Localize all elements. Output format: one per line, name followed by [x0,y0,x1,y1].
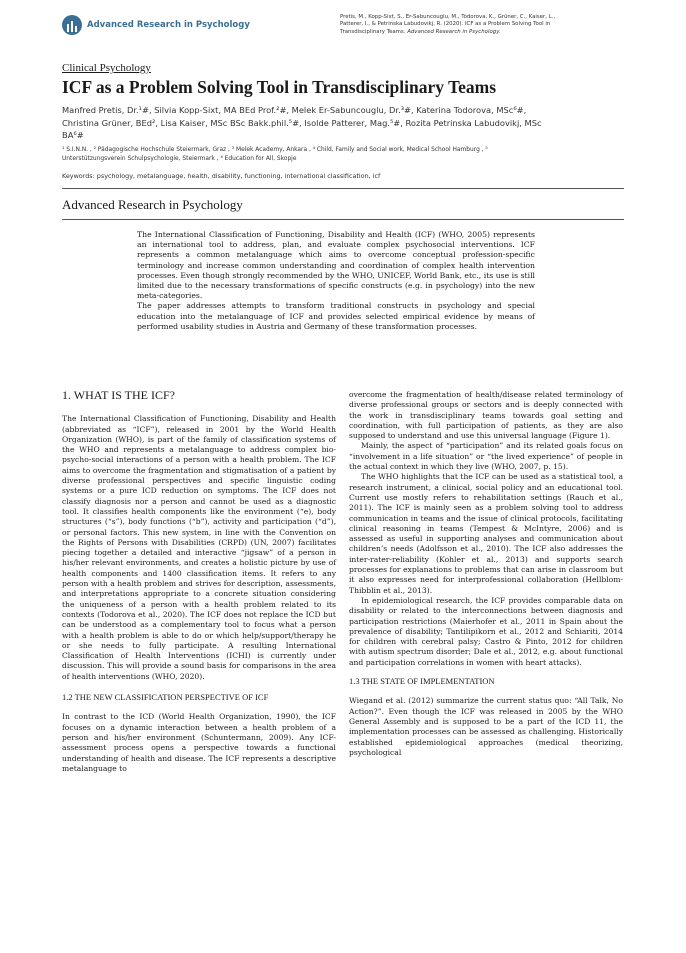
subsection-heading: 1.2 THE NEW CLASSIFICATION PERSPECTIVE OF ICF [62,692,269,703]
abstract [137,230,535,332]
journal-heading: Advanced Research in Psychology [62,197,243,212]
authors-line: BA⁶# [62,130,84,140]
section-label[interactable]: Clinical Psychology [62,62,151,74]
left-column [62,390,336,774]
author-list [62,104,628,142]
logo-emblem-icon [62,15,82,35]
right-column [349,390,623,758]
body-paragraph: overcome the fragmentation of health/disease related terminology of diverse professional groups or sectors and is deeply connected with the work in transdisciplinary teams towards goal setting and coordination, with full participation of patients, as they are also supposed to understand and use this universal language (Figure 1). [349,390,623,441]
divider [62,188,624,189]
abstract-paragraph: The paper addresses attempts to transform traditional constructs in psychology and special education into the metalanguage of ICF and provides selected empirical evidence by means of performed usability studies in Austria and Germany of these transformation processes. [137,301,535,331]
abstract-paragraph: The International Classification of Functioning, Disability and Health (ICF) (WHO, 2005) represents an international tool to address, plan, and evaluate complex psychosocial interventions. ICF represents a common metalanguage which aims to overcome conceptual profession-specific terminology and increase common understanding and coordination of complex health intervention processes. Even though strongly recommended by the WHO, UNICEF, World Bank, etc., its use is still limited due to the necessary transformations of specific constructs (e.g. in psychology) into the new meta-categories. [137,230,535,301]
body-paragraph: Wiegand et al. (2012) summarize the current status quo: “All Talk, No Action?”. Even though the ICF was released in 2005 by the WHO General Assembly and is supposed to be a part of the ICD 11, the implementation processes can be assessed as challenging. Historically established epidemiological approaches (medical theorizing, psychological [349,696,623,757]
section-heading: 1. WHAT IS THE ICF? [62,388,176,402]
body-paragraph: The WHO highlights that the ICF can be used as a statistical tool, a research instrument, a clinical, social policy and an educational tool. Current use mostly refers to rehabilitation settings (Rauch et al., 2011). The ICF is mainly seen as a problem solving tool to address communication in teams and the issue of clinical protocols, facilitating clinical reasoning in teams (Tempest & McIntyre, 2006) and is assessed as useful in supporting analyses and communication about children’s needs (Adolfsson et al., 2010). The ICF also addresses the inter-rater-reliability (Kohler et al., 2013) and supports search processes for explanations to problems that can arise in classroom but it also expresses need for interprofessional collaboration (Hellblom-Thibblin et al., 2013). [349,472,623,595]
article-title: ICF as a Problem Solving Tool in Transdisciplinary Teams [62,77,497,97]
page-header [62,12,622,52]
logo-text: Advanced Research in Psychology [87,20,250,30]
citation-line: Patterer, I., & Petrinska Labudovikj, R. (2020). ICF as a Problem Solving Tool in [340,21,551,28]
citation [340,14,625,36]
body-paragraph: The International Classification of Functioning, Disability and Health (abbreviated as “ICF”), released in 2001 by the World Health Organization (WHO), is part of the family of classification systems of the WHO and represents a metalanguage to address complex bio-psycho-social interactions of a person with a health problem. The ICF aims to overcome the fragmentation and stigmatisation of a patient by diverse professional perspectives and specific linguistic coding systems or a pure ICD reduction on symptoms. The ICF does not classify diagnosis nor a person and cannot be used as a diagnostic tool. It classifies health components like the environment (“e), body structures (“s”), body functions (“b”), activity and participation (“d”), or personal factors. This new system, in line with the Convention on the Rights of Persons with Disabilities (CRPD) (UN, 2007) facilitates piecing together a detailed and interactive “jigsaw” of a person in his/her relevant environments, and creates a holistic picture by use of health components and 1400 classification items. It refers to any person with a health problem and strives for description, assessments, and interpretations appropriate to a concrete situation considering the uniqueness of a person with a health problem related to its contexts (Todorova et al., 2020). The ICF does not replace the ICD but can be understood as a complementary tool to focus what a person with a health problem is able to do or which help/support/therapy he or she needs to fully participate. A resulting International Classification of Health Interventions (ICHI) is currently under discussion. This will provide a sound basis for comparisons in the area of health interventions (WHO, 2020). [62,414,336,681]
affiliation-line: Unterstützungsverein Schulpsychologie, Steiermark , ⁶ Education for All, Skopje [62,155,297,162]
divider [62,219,624,220]
citation-journal: Advanced Research in Psychology. [407,28,501,35]
citation-line: Transdisciplinary Teams. [340,28,406,35]
body-paragraph: In epidemiological research, the ICF provides comparable data on disability or related to the interconnections between diagnosis and participation restrictions (Maierhofer et al., 2011 in Spain about the prevalence of disability; Tantilipikorn et al., 2012 and Schiariti, 2014 for children with cerebral palsy; Castro & Pinto, 2012 for children with autism spectrum disorder; Dale et al., 2012, e.g. about functional and participation correlations in women with heart attacks). [349,595,623,667]
body-paragraph: Mainly, the aspect of “participation” and its related goals focus on “involvement in a life situation” or “the lived experience” of people in the actual context in which they live (WHO, 2007, p. 15). [349,441,623,472]
affiliation-line: ¹ S.I.N.N. , ² Pädagogische Hochschule Steiermark, Graz , ³ Melek Academy, Ankara , ⁴ Child, Family and Social work, Medical School Hamburg , ⁵ [62,147,488,153]
citation-line: Pretis, M., Kopp-Sixt, S., Er-Sabuncouglu, M., Todorova, K., Grüner, C., Kaiser, L., [340,14,556,20]
authors-line: Manfred Pretis, Dr.¹#, Silvia Kopp-Sixt, MA BEd Prof.²#, Melek Er-Sabuncouglu, Dr.³#, Katerina Todorova, MSc⁶#, [62,105,527,115]
subsection-heading: 1.3 THE STATE OF IMPLEMENTATION [349,676,495,687]
authors-line: Christina Grüner, BEd², Lisa Kaiser, MSc BSc Bakk.phil.⁵#, Isolde Patterer, Mag.⁵#, Rozita Petrinska Labudovikj, MSc [62,117,542,128]
affiliations [62,146,628,163]
body-paragraph: In contrast to the ICD (World Health Organization, 1990), the ICF focuses on a dynamic interaction between a health problem of a person and his/her environment (Schuntermann, 2009). Any ICF-assessment process opens a perspective towards a functional understanding of health and disease. The ICF represents a descriptive metalanguage to [62,712,336,773]
journal-logo [62,14,250,36]
keywords: Keywords: psychology, metalanguage, health, disability, functioning, international classification, icf [62,172,381,180]
